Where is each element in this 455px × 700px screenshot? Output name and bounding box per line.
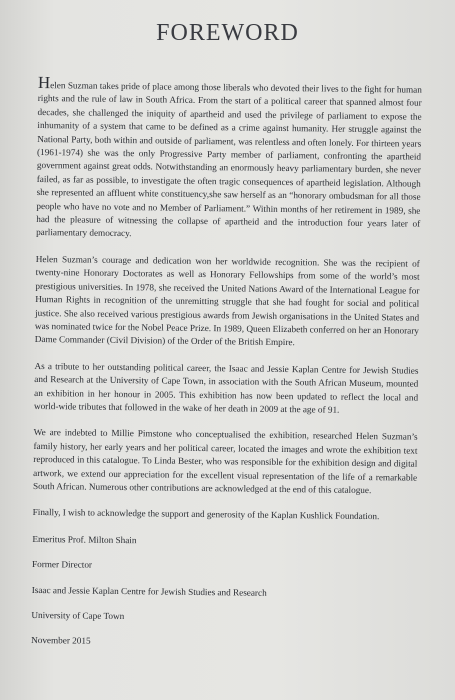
signature-block [31,533,416,652]
signature-university: University of Cape Town [31,609,125,622]
signature-date: November 2015 [31,635,91,647]
paragraph-5: Finally, I wish to acknowledge the support and generosity of the Kaplan Kushlick Foundation. [32,507,380,522]
paragraph-3: As a tribute to her outstanding political career, the Isaac and Jessie Kaplan Centre for Jewish Studies and Research at the University of Cape Town, in association with the South African Museum, mounted an exhibition in her honour in 2005. This exhibition has now been updated to reflect the local and world-wide tributes that followed in the wake of her death in 2009 at the age of 91. [33,360,419,415]
signature-name: Emeritus Prof. Milton Shain [32,533,137,546]
foreword-body [31,73,422,664]
paragraph-1-text: elen Suzman takes pride of place among those liberals who devoted their lives to the fight for human rights and the rule of law in South Africa. From the start of a political career that spanned almost four decades, she challenged the iniquity of apartheid and used the privilege of parliament to expose the inhumanity of a system that came to be defined as a crime against humanity. Her struggle against the National Party, both within and outside of parliament, was relentless and often lonely. For thirteen years (1961-1974) she was the only Progressive Party member of parliament, confronting the apartheid government against great odds. Notwithstanding an enormously heavy parliamentary burden, she never failed, as far as possible, to investigate the often tragic consequences of apartheid legislation. Although she represented an affluent white constituency,she saw herself as an “honorary ombudsman for all those people who have no vote and no Member of Parliament.” Within months of her retirement in 1989, she had the pleasure of witnessing the collapse of apartheid and the introduction four years later of parliamentary democracy. [36,80,422,239]
signature-role: Former Director [31,559,93,570]
paragraph-1 [36,73,422,245]
paragraph-2: Helen Suzman’s courage and dedication won her worldwide recognition. She was the recipient of twenty-nine Honorary Doctorates as well as Honorary Fellowships from some of the world’s most prestigious universities. In 1978, she received the United Nations Award of the International League for Human Rights in recognition of the unremitting struggle that she had fought for social and political justice. She also received various prestigious awards from Jewish organisations in the United States and was nominated twice for the Nobel Peace Prize. In 1989, Queen Elizabeth conferred on her an Honorary Dame Commander (Civil Division) of the Order of the British Empire. [34,253,420,348]
signature-org: Isaac and Jessie Kaplan Centre for Jewish Studies and Research [31,584,267,598]
drop-cap: H [37,73,51,93]
paragraph-4: We are indebted to Millie Pimstone who conceptualised the exhibition, researched Helen Suzman’s family history, her early years and her political career, located the images and wrote the exhibition text reproduced in this catalogue. To Linda Bester, who was responsible for the exhibition design and digital artwork, we extend our appreciation for the excellent visual representation of the life of a remarkable South African. Numerous other contributions are acknowledged at the end of this catalogue. [32,427,418,496]
page-title: FOREWORD [156,20,299,46]
